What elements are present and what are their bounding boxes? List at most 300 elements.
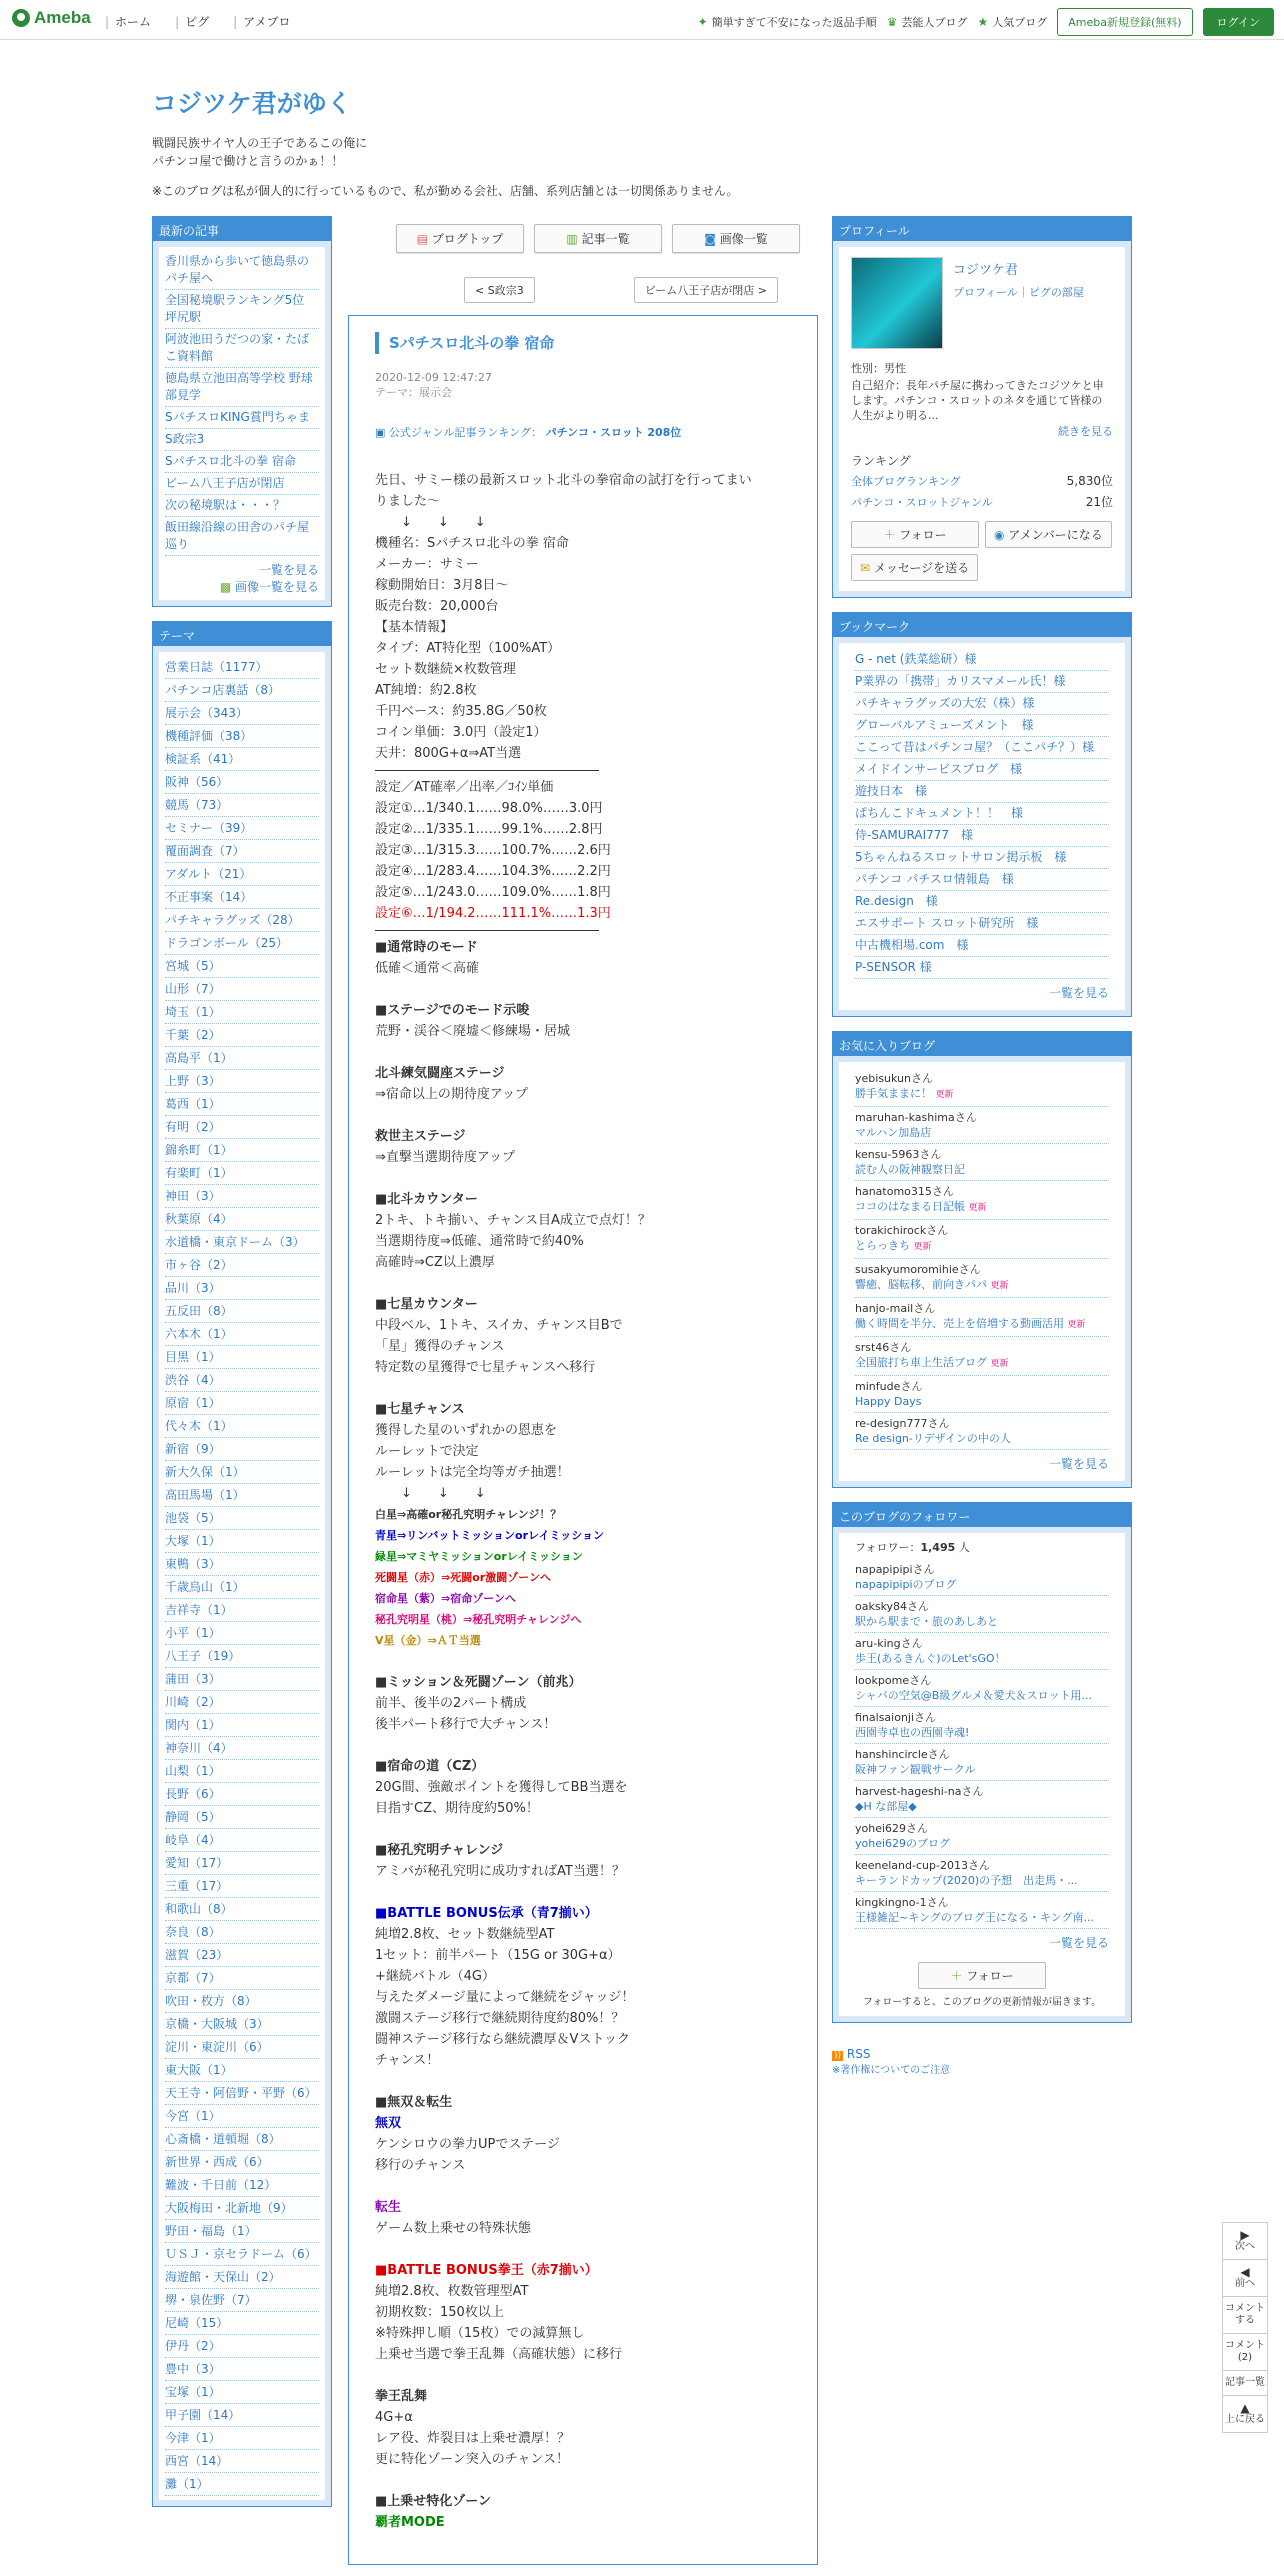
- theme-link[interactable]: 伊丹（2）: [165, 2335, 319, 2358]
- theme-link[interactable]: 有楽町（1）: [165, 1162, 319, 1185]
- article-heading: ■北斗カウンター: [375, 1192, 478, 1207]
- follower-blog-link[interactable]: yohei629のブログ: [855, 1837, 951, 1850]
- nav-separator-icon: |: [175, 15, 180, 29]
- favorite-user[interactable]: susakyumoromihieさん: [855, 1263, 981, 1276]
- sidenav-label: コメント(2): [1225, 2340, 1265, 2363]
- follow-note: フォローすると、このブログの更新情報が届きます。: [862, 1997, 1102, 2008]
- nav-label: アメブロ: [243, 15, 291, 29]
- themes-title: テーマ: [153, 622, 331, 646]
- link-label: 画像一覧を見る: [234, 580, 319, 594]
- bookmark-link[interactable]: グローバルアミューズメント 様: [855, 715, 1109, 737]
- theme-link[interactable]: 埼玉（1）: [165, 1001, 319, 1024]
- ranking-genre: パチンコ・スロット: [545, 426, 644, 439]
- bookmark-link[interactable]: 侍-SAMURAI777 様: [855, 825, 1109, 847]
- favorite-blog-link[interactable]: 働く時間を半分、売上を倍増する動画活用: [855, 1317, 1064, 1330]
- article-list-side-button[interactable]: [1223, 2371, 1267, 2396]
- favorites-box: [832, 1031, 1132, 1488]
- follower-blog-link[interactable]: napapipipiのブログ: [855, 1578, 957, 1591]
- article-heading: ■七星カウンター: [375, 1297, 478, 1312]
- theme-link[interactable]: 千葉（2）: [165, 1024, 319, 1047]
- article-line: 激闘ステージ移行で継続期待度約80%！？: [375, 2011, 625, 2026]
- theme-link[interactable]: アダルト（21）: [165, 863, 319, 886]
- blog-top-button[interactable]: [396, 224, 524, 253]
- floating-nav: [1222, 2222, 1268, 2433]
- sidenav-label: 上に戻る: [1225, 2414, 1265, 2425]
- bookmarks-more-link[interactable]: 一覧を見る: [1048, 986, 1109, 1000]
- article-line: 先日、サミー様の最新スロット北斗の拳宿命の試打を行ってまい: [375, 473, 752, 488]
- article-title[interactable]: Sパチスロ北斗の拳 宿命: [375, 332, 791, 354]
- amember-button[interactable]: [985, 521, 1112, 548]
- article-line: ⇒宿命以上の期待度アップ: [375, 1087, 528, 1102]
- spacer: [375, 2071, 791, 2092]
- recent-post-link[interactable]: 香川県から歩いて徳島県のパチ屋へ: [165, 251, 319, 290]
- follower-blog-link[interactable]: 駅から駅まで・旅のあしあと: [855, 1615, 998, 1628]
- bookmark-link[interactable]: G - net (鉄菜総研）様: [855, 649, 1109, 671]
- theme-link[interactable]: 関内（1）: [165, 1714, 319, 1737]
- nav-separator-icon: |: [105, 15, 110, 29]
- profile-title: プロフィール: [833, 217, 1131, 241]
- article-line: 上乗せ当選で拳王乱舞（高確状態）に移行: [375, 2347, 623, 2362]
- image-list-link[interactable]: [165, 579, 319, 596]
- popular-blog-link[interactable]: [977, 14, 1047, 30]
- login-button[interactable]: ログイン: [1203, 8, 1274, 36]
- article-line: AT純増：約2.8枚: [375, 683, 477, 698]
- theme-link[interactable]: 秋葉原（4）: [165, 1208, 319, 1231]
- image-icon: ▩: [219, 580, 235, 594]
- theme-link[interactable]: 堺・泉佐野（7）: [165, 2289, 319, 2312]
- favorite-blog-item: [855, 1376, 1109, 1413]
- follower-user[interactable]: aru-kingさん: [855, 1637, 923, 1650]
- theme-link[interactable]: 大塚（1）: [165, 1530, 319, 1553]
- theme-link[interactable]: 愛知（17）: [165, 1852, 319, 1875]
- theme-link[interactable]: 六本木（1）: [165, 1323, 319, 1346]
- right-sidebar: [832, 216, 1132, 2076]
- article-line: 後半パート移行で大チャンス！: [375, 1717, 557, 1732]
- article-heading: ■無双＆転生: [375, 2095, 453, 2110]
- article-line: ゲーム数上乗せの特殊状態: [375, 2221, 532, 2236]
- article-line: 純増2.8枚、枚数管理型AT: [375, 2284, 529, 2299]
- theme-link[interactable]: 大阪梅田・北新地（9）: [165, 2197, 319, 2220]
- theme-link[interactable]: 野田・福島（1）: [165, 2220, 319, 2243]
- theme-link[interactable]: 高島平（1）: [165, 1047, 319, 1070]
- theme-link[interactable]: 営業日誌（1177）: [165, 656, 319, 679]
- followers-more-link[interactable]: 一覧を見る: [1048, 1936, 1109, 1950]
- favorite-blog-link[interactable]: 読む人の阪神観察日記: [855, 1163, 965, 1176]
- follower-user[interactable]: harvest-hageshi-naさん: [855, 1785, 984, 1798]
- article-line: 2トキ、トキ揃い、チャンス目A成立で点灯！？: [375, 1213, 651, 1228]
- play-left-icon: ◀: [1240, 2265, 1250, 2279]
- theme-link[interactable]: 天王寺・阿倍野・平野（6）: [165, 2082, 319, 2105]
- theme-link[interactable]: 競馬（73）: [165, 794, 319, 817]
- main-content: [348, 216, 818, 2565]
- theme-link[interactable]: 長野（6）: [165, 1783, 319, 1806]
- link-label: 芸能人ブログ: [901, 16, 968, 29]
- theme-link[interactable]: 海遊館・天保山（2）: [165, 2266, 319, 2289]
- divider: [375, 930, 599, 931]
- favorite-blog-line: [855, 1125, 1109, 1140]
- return-procedure-link[interactable]: [698, 14, 877, 30]
- follower-blog-link[interactable]: 王様雑記~キングのブログ王になる・キング南...: [855, 1911, 1095, 1924]
- favorite-blog-item: [855, 1220, 1109, 1259]
- follower-blog-link[interactable]: 阪神ファン観戦サークル: [855, 1763, 976, 1776]
- recent-post-link[interactable]: S政宗3: [165, 429, 319, 451]
- overall-ranking[interactable]: [851, 473, 1113, 490]
- favorite-blog-link[interactable]: マルハン加島店: [855, 1126, 932, 1139]
- theme-link[interactable]: 岐阜（4）: [165, 1829, 319, 1852]
- prev-post-link[interactable]: < S政宗3: [464, 277, 535, 303]
- genre-ranking-row[interactable]: [851, 494, 1113, 511]
- recent-posts-list: [153, 241, 331, 606]
- celebrity-blog-link[interactable]: [887, 14, 968, 30]
- bookmark-link[interactable]: 中古機相場.com 様: [855, 935, 1109, 957]
- theme-link[interactable]: 新世界・西成（6）: [165, 2151, 319, 2174]
- theme-link[interactable]: 蒲田（3）: [165, 1668, 319, 1691]
- theme-link[interactable]: 滋賀（23）: [165, 1944, 319, 1967]
- theme-link[interactable]: 宝塚（1）: [165, 2381, 319, 2404]
- profile-more-link[interactable]: 続きを見る: [1058, 425, 1113, 438]
- theme-link[interactable]: 池袋（5）: [165, 1507, 319, 1530]
- back-to-top-button[interactable]: [1223, 2396, 1267, 2432]
- theme-link[interactable]: 西宮（14）: [165, 2450, 319, 2473]
- recent-post-link[interactable]: 徳島県立池田高等学校 野球部見学: [165, 368, 319, 407]
- theme-link[interactable]: パチキャラグッズ（28）: [165, 909, 319, 932]
- bookmark-link[interactable]: ぱちんこドキュメント！！ 様: [855, 803, 1109, 825]
- theme-link[interactable]: ＵＳＪ・京セラドーム（6）: [165, 2243, 319, 2266]
- favorite-blog-link[interactable]: Happy Days: [855, 1395, 922, 1408]
- article-heading: ■ステージでのモード示唆: [375, 1003, 530, 1018]
- favorite-blog-line: [855, 1086, 1109, 1103]
- blog-nav-buttons: [378, 224, 818, 253]
- article-line: 設定⑤…1/243.0……109.0%……1.8円: [375, 885, 611, 900]
- nav-pigg[interactable]: [175, 13, 209, 30]
- favorite-blog-item: [855, 1259, 1109, 1298]
- theme-link[interactable]: 千歳烏山（1）: [165, 1576, 319, 1599]
- button-label: メッセージを送る: [873, 561, 970, 575]
- article-line: V星（金）⇒ＡＴ当選: [375, 1634, 481, 1647]
- theme-link[interactable]: 川崎（2）: [165, 1691, 319, 1714]
- theme-link[interactable]: 東大阪（1）: [165, 2059, 319, 2082]
- theme-link[interactable]: 代々木（1）: [165, 1415, 319, 1438]
- spacer: [375, 1168, 791, 1189]
- favorite-user[interactable]: srst46さん: [855, 1341, 912, 1354]
- follower-blog-link[interactable]: 歩王(あるきんぐ)のLet'sGO！: [855, 1652, 1006, 1665]
- logo-text: Ameba: [34, 8, 91, 27]
- spacer: [375, 2176, 791, 2197]
- favorite-user[interactable]: torakichirockさん: [855, 1224, 949, 1237]
- ranking-label: 公式ジャンル記事ランキング：: [388, 426, 543, 439]
- favorite-user[interactable]: minfudeさん: [855, 1380, 923, 1393]
- nav-separator-icon: |: [233, 15, 238, 29]
- theme-link[interactable]: 京橋・大阪城（3）: [165, 2013, 319, 2036]
- profile-link[interactable]: プロフィール｜ピグの部屋: [953, 286, 1084, 299]
- theme-link[interactable]: 山梨（1）: [165, 1760, 319, 1783]
- rss-label: RSS: [846, 2047, 871, 2061]
- theme-link[interactable]: 灘（1）: [165, 2473, 319, 2496]
- favorites-title: お気に入りブログ: [833, 1032, 1131, 1056]
- article-line: 設定⑥…1/194.2……111.1%……1.3円: [375, 906, 611, 921]
- article-line: 当選期待度⇒低確、通常時で約40%: [375, 1234, 584, 1249]
- theme-link[interactable]: 有明（2）: [165, 1116, 319, 1139]
- rank-value: 21位: [1085, 495, 1113, 509]
- article-heading: 覇者MODE: [375, 2515, 445, 2530]
- theme-link[interactable]: 原宿（1）: [165, 1392, 319, 1415]
- theme-link[interactable]: 阪神（56）: [165, 771, 319, 794]
- recent-more-link[interactable]: 一覧を見る: [258, 563, 319, 577]
- ameba-logo[interactable]: [12, 8, 91, 28]
- follower-user[interactable]: napapipipiさん: [855, 1563, 935, 1576]
- theme-link[interactable]: 難波・千日前（12）: [165, 2174, 319, 2197]
- article-line: 設定②…1/335.1……99.1%……2.8円: [375, 822, 603, 837]
- button-label: 画像一覧: [719, 232, 768, 246]
- bookmark-link[interactable]: P業界の「携帯」カリスマメール氏！様: [855, 671, 1109, 693]
- theme-link[interactable]: 葛西（1）: [165, 1093, 319, 1116]
- favorite-blog-line: [855, 1355, 1109, 1372]
- ranking-heading: ランキング: [851, 454, 911, 468]
- nav-label: ピグ: [185, 15, 210, 29]
- theme-link[interactable]: セミナー（39）: [165, 817, 319, 840]
- count-value: 1,495: [920, 1541, 956, 1554]
- theme-link[interactable]: 宮城（5）: [165, 955, 319, 978]
- favorite-blog-item: [855, 1068, 1109, 1107]
- nav-ameblo[interactable]: [233, 13, 290, 30]
- followers-title: このブログのフォロワー: [833, 1503, 1131, 1527]
- follower-user[interactable]: keeneland-cup-2013さん: [855, 1859, 990, 1872]
- spacer: [375, 1882, 791, 1903]
- theme-link[interactable]: 心斎橋・道頓堀（8）: [165, 2128, 319, 2151]
- envelope-icon: ✉: [860, 561, 874, 575]
- rss-icon: )): [834, 2051, 842, 2061]
- next-button[interactable]: [1223, 2223, 1267, 2260]
- theme-link[interactable]: 新宿（9）: [165, 1438, 319, 1461]
- favorite-blog-link[interactable]: 響癒、脳転移、前向きパパ: [855, 1278, 987, 1291]
- theme-link[interactable]: 神田（3）: [165, 1185, 319, 1208]
- article-line: タイプ：AT特化型（100%AT）: [375, 641, 561, 656]
- article-line: メーカー：サミー: [375, 557, 479, 572]
- bookmark-link[interactable]: パチキャラグッズの大宏（株）様: [855, 693, 1109, 715]
- recent-post-link[interactable]: 飯田線沿線の田舎のパチ屋巡り: [165, 517, 319, 556]
- follower-item: [855, 1855, 1109, 1892]
- follower-blog-link[interactable]: キーランドカップ(2020)の予想 出走馬・...: [855, 1874, 1078, 1887]
- article-heading: ■上乗せ特化ゾーン: [375, 2494, 492, 2509]
- bookmark-link[interactable]: P-SENSOR 様: [855, 957, 1109, 979]
- theme-link[interactable]: 水道橋・東京ドーム（3）: [165, 1231, 319, 1254]
- rss-section: [832, 2047, 1132, 2076]
- favorites-more-link[interactable]: 一覧を見る: [1048, 1457, 1109, 1471]
- theme-link[interactable]: 豊中（3）: [165, 2358, 319, 2381]
- theme-link[interactable]: 今宮（1）: [165, 2105, 319, 2128]
- bookmark-link[interactable]: 遊技日本 様: [855, 781, 1109, 803]
- nav-home[interactable]: [105, 13, 151, 30]
- favorite-user[interactable]: yebisukunさん: [855, 1072, 933, 1085]
- theme-link[interactable]: 淀川・東淀川（6）: [165, 2036, 319, 2059]
- article-heading: 拳王乱舞: [375, 2389, 428, 2404]
- ranking-icon: ▣: [375, 426, 389, 439]
- theme-link[interactable]: ドラゴンボール（25）: [165, 932, 319, 955]
- favorite-blog-link[interactable]: Re design-リデザインの中の人: [855, 1432, 1011, 1445]
- button-label: フォロー: [966, 1969, 1014, 1983]
- article-line: 純増2.8枚、セット数継続型AT: [375, 1927, 555, 1942]
- bookmark-link[interactable]: Re.design 様: [855, 891, 1109, 913]
- spacer: [375, 1273, 791, 1294]
- follower-item: [855, 1707, 1109, 1744]
- blog-title[interactable]: コジツケ君がゆく: [152, 89, 352, 118]
- theme-link[interactable]: 展示会（343）: [165, 702, 319, 725]
- follower-blog-link[interactable]: ◆H な部屋◆: [855, 1800, 917, 1813]
- article-line: 設定①…1/340.1……98.0%……3.0円: [375, 801, 603, 816]
- comment-button[interactable]: [1223, 2297, 1267, 2334]
- global-nav: [105, 13, 290, 30]
- article-line: 1セット：前半パート（15G or 30G+α）: [375, 1948, 621, 1963]
- theme-link[interactable]: 尼崎（15）: [165, 2312, 319, 2335]
- amember-icon: ◉: [994, 528, 1009, 542]
- image-list-button[interactable]: [672, 224, 800, 253]
- follower-user[interactable]: oaksky84さん: [855, 1600, 930, 1613]
- favorite-blog-link[interactable]: 勝手気ままに！: [855, 1087, 932, 1100]
- rss-link[interactable]: [832, 2047, 1132, 2061]
- follow-button[interactable]: [851, 521, 979, 548]
- article-line: ルーレットは完全均等ガチ抽選！: [375, 1465, 570, 1480]
- bookmark-link[interactable]: ここって昔はパチンコ屋？（ここパチ？）様: [855, 737, 1109, 759]
- theme-link[interactable]: 吉祥寺（1）: [165, 1599, 319, 1622]
- updated-badge: 更新: [1067, 1320, 1086, 1330]
- theme-link[interactable]: 小平（1）: [165, 1622, 319, 1645]
- favorite-blog-link[interactable]: とらっきち: [855, 1239, 910, 1252]
- article-line: ↓ ↓ ↓: [375, 515, 486, 530]
- theme-link[interactable]: 品川（3）: [165, 1277, 319, 1300]
- sidenav-label: 前へ: [1235, 2278, 1255, 2289]
- theme-link[interactable]: 渋谷（4）: [165, 1369, 319, 1392]
- favorites-list: [833, 1056, 1131, 1487]
- message-button[interactable]: [851, 554, 978, 581]
- article-heading: ■七星チャンス: [375, 1402, 465, 1417]
- recent-post-link[interactable]: ビーム八王子店が閉店: [165, 473, 319, 495]
- follower-item: [855, 1559, 1109, 1596]
- article-line: 闘神ステージ移行なら継続濃厚＆Vストック: [375, 2032, 630, 2047]
- theme-link[interactable]: 上野（3）: [165, 1070, 319, 1093]
- theme-link[interactable]: 今津（1）: [165, 2427, 319, 2450]
- theme-link[interactable]: 山形（7）: [165, 978, 319, 1001]
- follower-user[interactable]: hanshincircleさん: [855, 1748, 950, 1761]
- next-post-link[interactable]: ビーム八王子店が閉店 >: [634, 277, 778, 303]
- recent-post-link[interactable]: 阿波池田うだつの家・たばこ資料館: [165, 329, 319, 368]
- spacer: [375, 1651, 791, 1672]
- article-heading: 北斗練気闘座ステージ: [375, 1066, 505, 1081]
- favorite-user[interactable]: hanjo-mailさん: [855, 1302, 936, 1315]
- theme-link[interactable]: 高田馬場（1）: [165, 1484, 319, 1507]
- copyright-note[interactable]: ※著作権についてのご注意: [832, 2065, 951, 2076]
- sidenav-label: 次へ: [1235, 2241, 1255, 2252]
- article-line: 【基本情報】: [375, 620, 454, 635]
- recent-post-link[interactable]: Sパチスロ北斗の拳 宿命: [165, 451, 319, 473]
- recent-post-link[interactable]: SパチスロKING賞門ちゃま: [165, 407, 319, 429]
- theme-link[interactable]: 錦糸町（1）: [165, 1139, 319, 1162]
- profile-name[interactable]: コジツケ君: [953, 263, 1018, 278]
- follower-user[interactable]: finalsaionjiさん: [855, 1711, 937, 1724]
- article-line: 更に特化ゾーン突入のチャンス！: [375, 2452, 569, 2467]
- theme-link[interactable]: 五反田（8）: [165, 1300, 319, 1323]
- follower-user[interactable]: kingkingno-1さん: [855, 1896, 949, 1909]
- theme-link[interactable]: 八王子（19）: [165, 1645, 319, 1668]
- bookmark-link[interactable]: 5ちゃんねるスロットサロン掲示板 様: [855, 847, 1109, 869]
- favorite-user[interactable]: kensu-5963さん: [855, 1148, 942, 1161]
- article-line: 販売台数：20,000台: [375, 599, 499, 614]
- article-line: 低確＜通常＜高確: [375, 961, 480, 976]
- post-pager: [464, 277, 778, 303]
- bookmark-link[interactable]: パチンコ パチスロ情報島 様: [855, 869, 1109, 891]
- header-actions: [698, 8, 1274, 36]
- article-heading: ■ミッション＆死闘ゾーン（前兆）: [375, 1675, 582, 1690]
- theme-link[interactable]: 検証系（41）: [165, 748, 319, 771]
- theme-link[interactable]: 神奈川（4）: [165, 1737, 319, 1760]
- theme-link[interactable]: 市ヶ谷（2）: [165, 1254, 319, 1277]
- favorite-user[interactable]: re-design777さん: [855, 1417, 950, 1430]
- follower-blog-link[interactable]: シャバの空気@B級グルメ＆愛犬＆スロット用...: [855, 1689, 1092, 1702]
- nav-label: ホーム: [115, 15, 152, 29]
- button-label: フォロー: [899, 528, 947, 542]
- article-line: 目指すCZ、期待度約50%！: [375, 1801, 539, 1816]
- article-line: 白星⇒高確or秘孔究明チャレンジ！？: [375, 1508, 562, 1521]
- spacer: [375, 2239, 791, 2260]
- theme-link[interactable]: 三重（17）: [165, 1875, 319, 1898]
- article-line: 中段ベル、1トキ、スイカ、チャンス目Bで: [375, 1318, 623, 1333]
- follower-item: [855, 1781, 1109, 1818]
- recent-post-link[interactable]: 全国秘境駅ランキング5位 坪尻駅: [165, 290, 319, 329]
- favorite-blog-item: [855, 1337, 1109, 1376]
- theme-link[interactable]: 機種評価（38）: [165, 725, 319, 748]
- theme-link[interactable]: 東鴨（3）: [165, 1553, 319, 1576]
- favorite-blog-line: [855, 1316, 1109, 1333]
- genre-ranking[interactable]: [375, 424, 791, 440]
- theme-link[interactable]: 京都（7）: [165, 1967, 319, 1990]
- spacer: [375, 2470, 791, 2491]
- article-list-button[interactable]: [534, 224, 662, 253]
- themes-box: [152, 621, 332, 2507]
- theme-link[interactable]: 吹田・枚方（8）: [165, 1990, 319, 2013]
- profile-box: [832, 216, 1132, 598]
- theme-link[interactable]: 甲子園（14）: [165, 2404, 319, 2427]
- follower-user[interactable]: lookpomeさん: [855, 1674, 932, 1687]
- bookmark-link[interactable]: エスサポート スロット研究所 様: [855, 913, 1109, 935]
- theme-link[interactable]: 不正事案（14）: [165, 886, 319, 909]
- article-line: 与えたダメージ量によって継続をジャッジ！: [375, 1990, 635, 2005]
- theme-link[interactable]: パチンコ店裏話（8）: [165, 679, 319, 702]
- register-button[interactable]: Ameba新規登録(無料): [1057, 8, 1192, 36]
- favorite-blog-link[interactable]: 全国旅打ち車上生活ブログ: [855, 1356, 987, 1369]
- theme-link[interactable]: 新大久保（1）: [165, 1461, 319, 1484]
- follower-blog-link[interactable]: 西園寺卓也の西園寺魂!: [855, 1726, 970, 1739]
- avatar[interactable]: [851, 257, 943, 349]
- follow-bottom-button[interactable]: [918, 1962, 1046, 1989]
- prev-button[interactable]: [1223, 2260, 1267, 2297]
- theme-link[interactable]: 奈良（8）: [165, 1921, 319, 1944]
- favorite-user[interactable]: hanatomo315さん: [855, 1185, 954, 1198]
- bookmark-link[interactable]: メイドインサービスブログ 様: [855, 759, 1109, 781]
- recent-post-link[interactable]: 次の秘境駅は・・・？: [165, 495, 319, 517]
- spacer: [375, 2365, 791, 2386]
- link-label: 簡単すぎて不安になった返品手順: [711, 16, 877, 29]
- theme-link[interactable]: 静岡（5）: [165, 1806, 319, 1829]
- article-theme[interactable]: テーマ：展示会: [375, 386, 452, 399]
- favorite-blog-link[interactable]: ココのはなまる日記帳: [855, 1200, 965, 1213]
- rank-label: パチンコ・スロットジャンル: [851, 496, 993, 509]
- theme-link[interactable]: 目黒（1）: [165, 1346, 319, 1369]
- follower-user[interactable]: yohei629さん: [855, 1822, 929, 1835]
- theme-link[interactable]: 和歌山（8）: [165, 1898, 319, 1921]
- article-heading: ■通常時のモード: [375, 940, 478, 955]
- theme-link[interactable]: 覆面調査（7）: [165, 840, 319, 863]
- comments-count-button[interactable]: [1223, 2334, 1267, 2371]
- favorite-user[interactable]: maruhan-kashimaさん: [855, 1111, 977, 1124]
